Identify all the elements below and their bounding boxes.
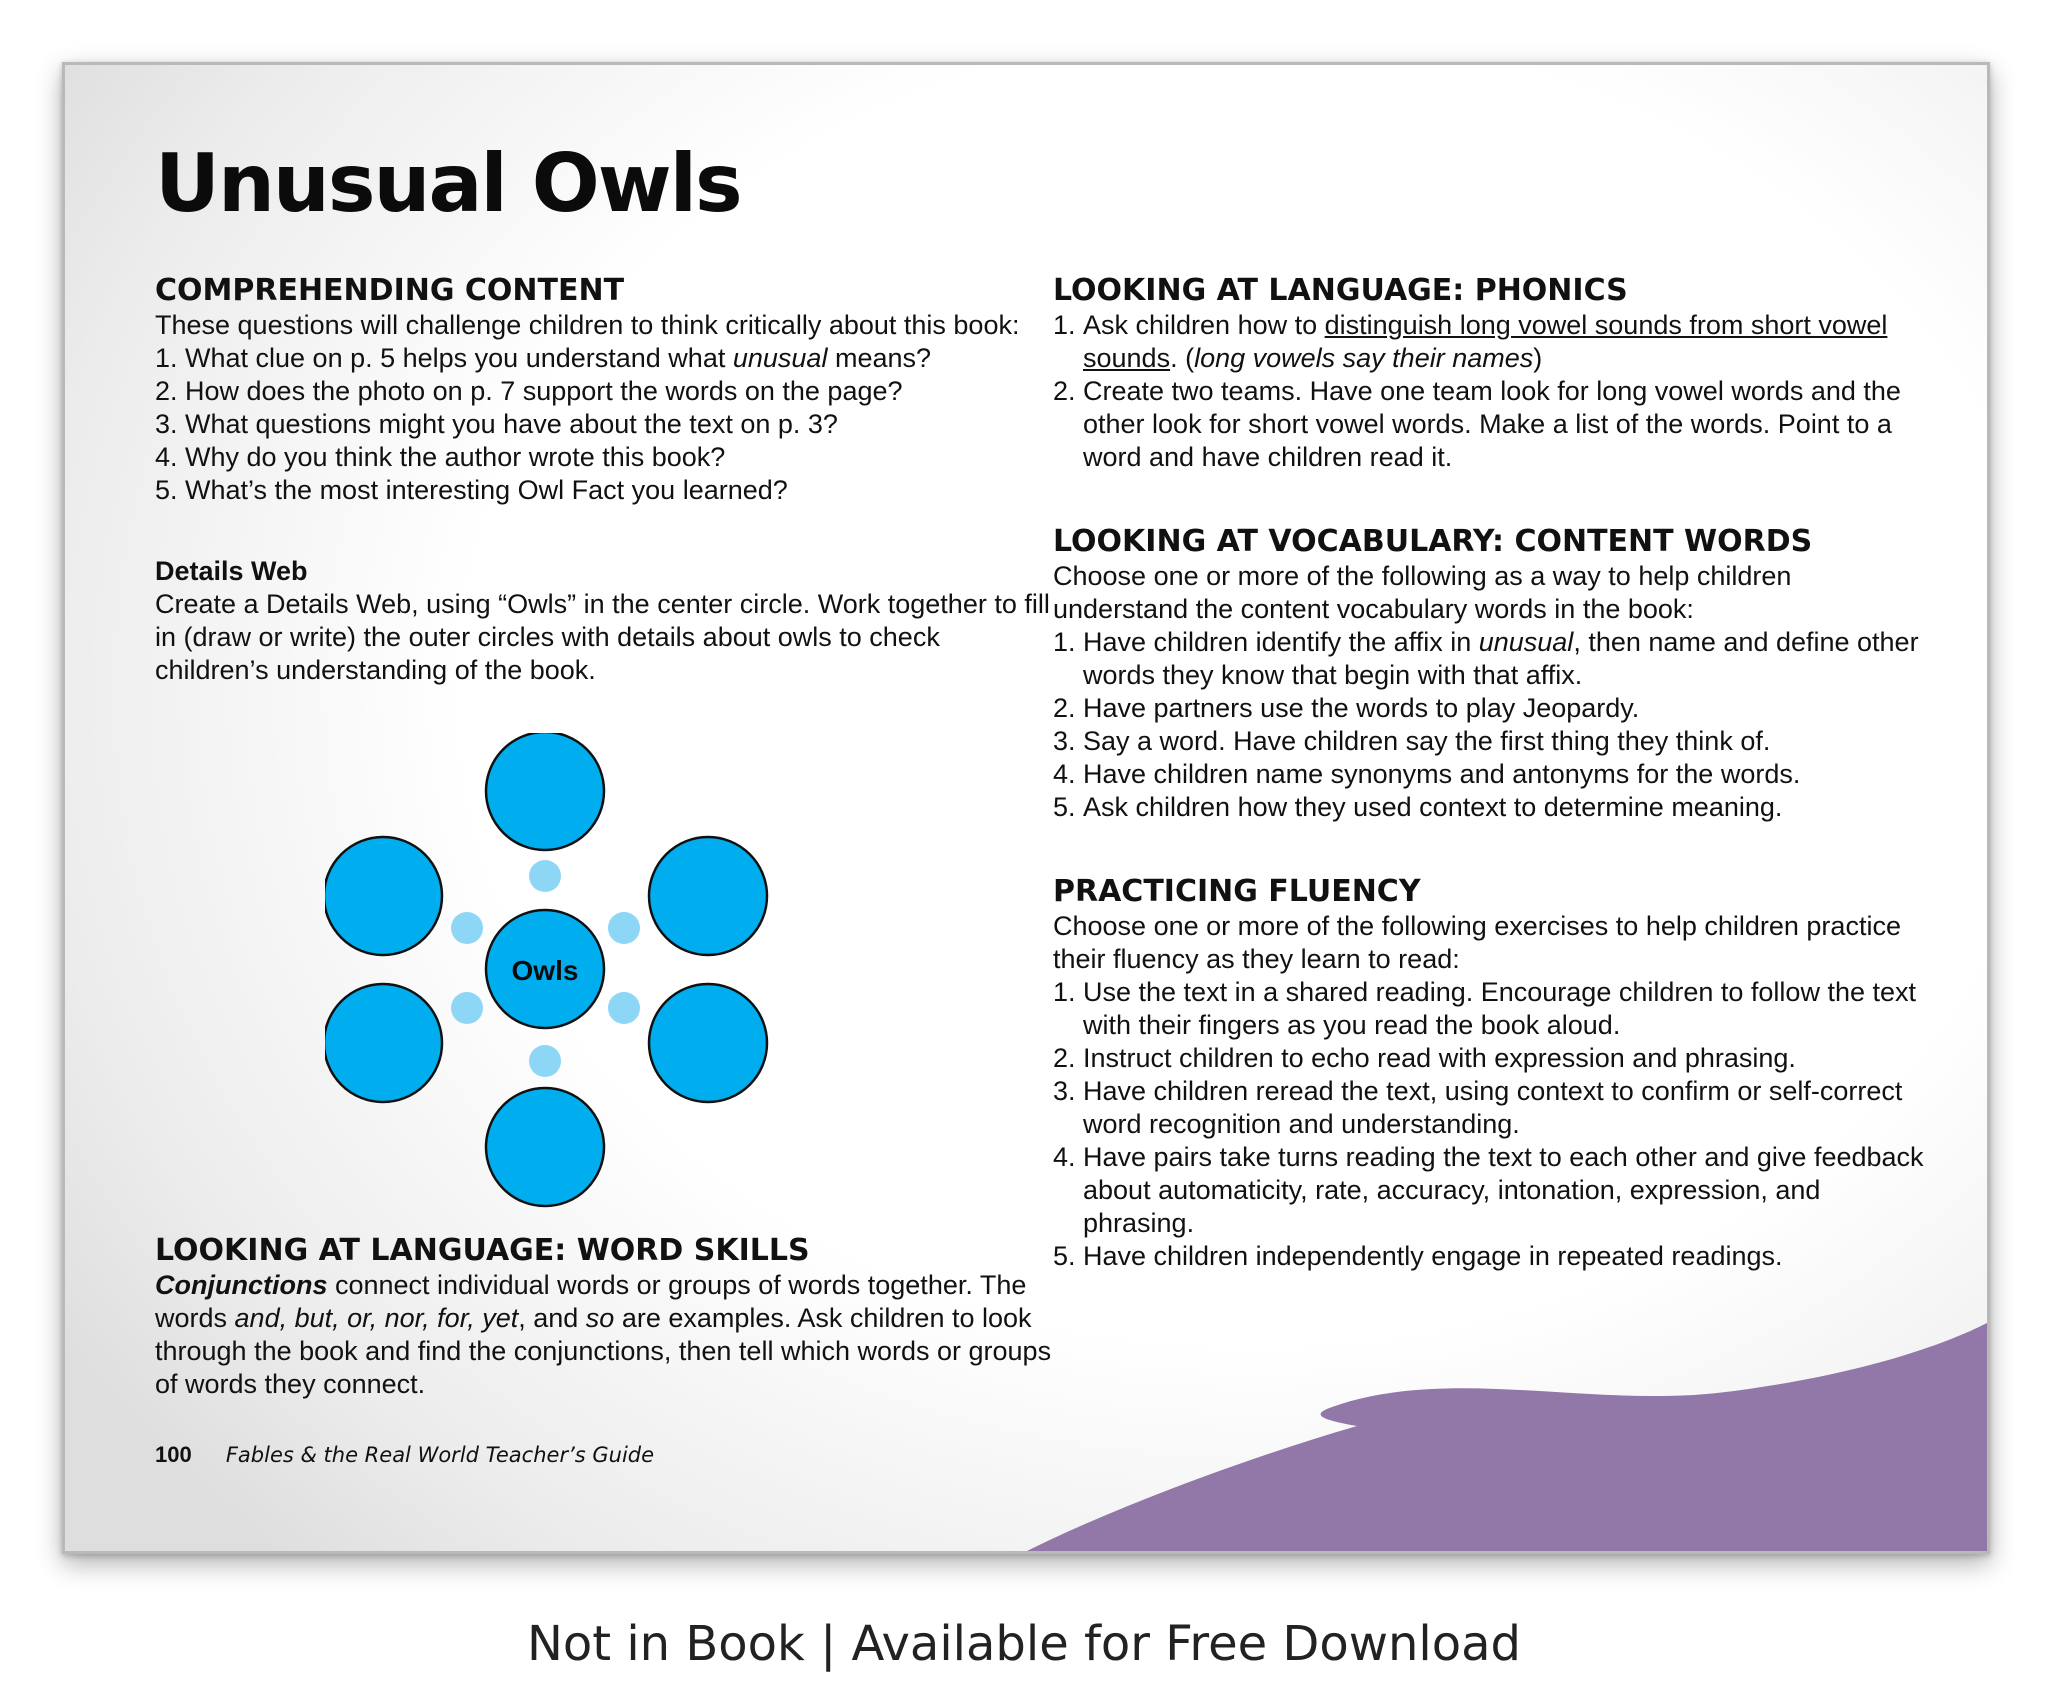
question-item: 3. What questions might you have about the text on p. 3? [155,409,838,439]
word-skills-text: Conjunctions connect individual words or groups of words together. The words and, but, or, nor, for, yet, and so are examples. Ask children to look through the book and find the conjunctions, then tell which words or groups of words they connect. [155,1270,1052,1399]
fluency-heading: PRACTICING FLUENCY [1053,874,1421,909]
fluency-item: 5. Have children independently engage in repeated readings. [1053,1241,1783,1271]
connector-dot-upper-left-visible-dot [451,912,483,944]
details-web-text: Create a Details Web, using “Owls” in the center circle. Work together to fill in (draw or write) the outer circles with details about owls to check children’s understanding of the book. [155,589,1050,685]
purple-wave-decoration [1027,1321,1987,1551]
right-column [1053,273,1933,1273]
fluency-item: 2. Instruct children to echo read with expression and phrasing. [1053,1043,1796,1073]
word-skills-section [155,1233,1055,1401]
word-skills-heading: LOOKING AT LANGUAGE: WORD SKILLS [155,1233,810,1268]
fluency-intro: Choose one or more of the following exercises to help children practice their fluency as they learn to read: [1053,911,1901,974]
vocabulary-item: 4. Have children name synonyms and antonyms for the words. [1053,759,1801,789]
page-number: 100 [155,1442,192,1467]
phonics-underlined-text: distinguish long vowel sounds from short vowel sounds [1083,310,1888,373]
details-web-heading: Details Web [155,556,308,586]
outer-circle-upper-left [325,837,442,955]
connector-dot [529,1045,561,1077]
outer-circle-upper-right [649,837,767,955]
page-footer [155,1442,654,1468]
fluency-list [1053,976,1933,1273]
vocabulary-item: 2. Have partners use the words to play Jeopardy. [1053,693,1640,723]
vocabulary-item: 5. Ask children how they used context to determine meaning. [1053,792,1783,822]
phonics-item: 1. Ask children how to distinguish long vowel sounds from short vowel sounds. (long vowels say their names) [1053,310,1888,373]
vocabulary-intro: Choose one or more of the following as a way to help children understand the content vocabulary words in the book: [1053,561,1792,624]
center-circle-label: Owls [511,955,579,986]
phonics-heading: LOOKING AT LANGUAGE: PHONICS [1053,273,1628,308]
outer-circle-bottom [486,1088,604,1206]
connector-dot [529,860,561,892]
comprehending-questions [155,342,1055,507]
question-item: 1. What clue on p. 5 helps you understand what unusual means? [155,343,932,373]
question-item: 2. How does the photo on p. 7 support the words on the page? [155,376,903,406]
phonics-list [1053,309,1933,474]
fluency-item: 3. Have children reread the text, using context to confirm or self-correct word recognition and understanding. [1053,1076,1903,1139]
vocabulary-item: 3. Say a word. Have children say the first thing they think of. [1053,726,1771,756]
vocabulary-list [1053,626,1933,824]
left-column [155,273,1055,687]
connector-dot-lower-right [608,992,640,1024]
comprehending-heading: COMPREHENDING CONTENT [155,273,625,308]
connector-dot-lower-left [451,992,483,1024]
guide-title: Fables & the Real World Teacher’s Guide [225,1443,655,1467]
vocabulary-heading: LOOKING AT VOCABULARY: CONTENT WORDS [1053,524,1813,559]
phonics-item: 2. Create two teams. Have one team look for long vowel words and the other look for short vowel words. Make a list of the words. Point to a word and have children read it. [1053,376,1901,472]
purple-wave-shape [1027,1323,1987,1551]
fluency-item: 1. Use the text in a shared reading. Encourage children to follow the text with their fingers as you read the book aloud. [1053,977,1916,1040]
page-title: Unusual Owls [155,137,741,230]
outer-circle-lower-left [325,984,442,1102]
vocabulary-item: 1. Have children identify the affix in unusual, then name and define other words they know that begin with that affix. [1053,627,1919,690]
outer-circle-lower-right [649,984,767,1102]
document-page [62,62,1990,1554]
question-item: 4. Why do you think the author wrote this book? [155,442,726,472]
connector-dot-upper-right [608,912,640,944]
fluency-item: 4. Have pairs take turns reading the text to each other and give feedback about automaticity, rate, accuracy, intonation, expression, and phrasing. [1053,1142,1924,1238]
download-caption: Not in Book | Available for Free Download [526,1616,1521,1672]
details-web-diagram [325,733,785,1233]
question-item: 5. What’s the most interesting Owl Fact you learned? [155,475,788,505]
comprehending-intro: These questions will challenge children to think critically about this book: [155,310,1020,340]
outer-circle-top [486,733,604,850]
